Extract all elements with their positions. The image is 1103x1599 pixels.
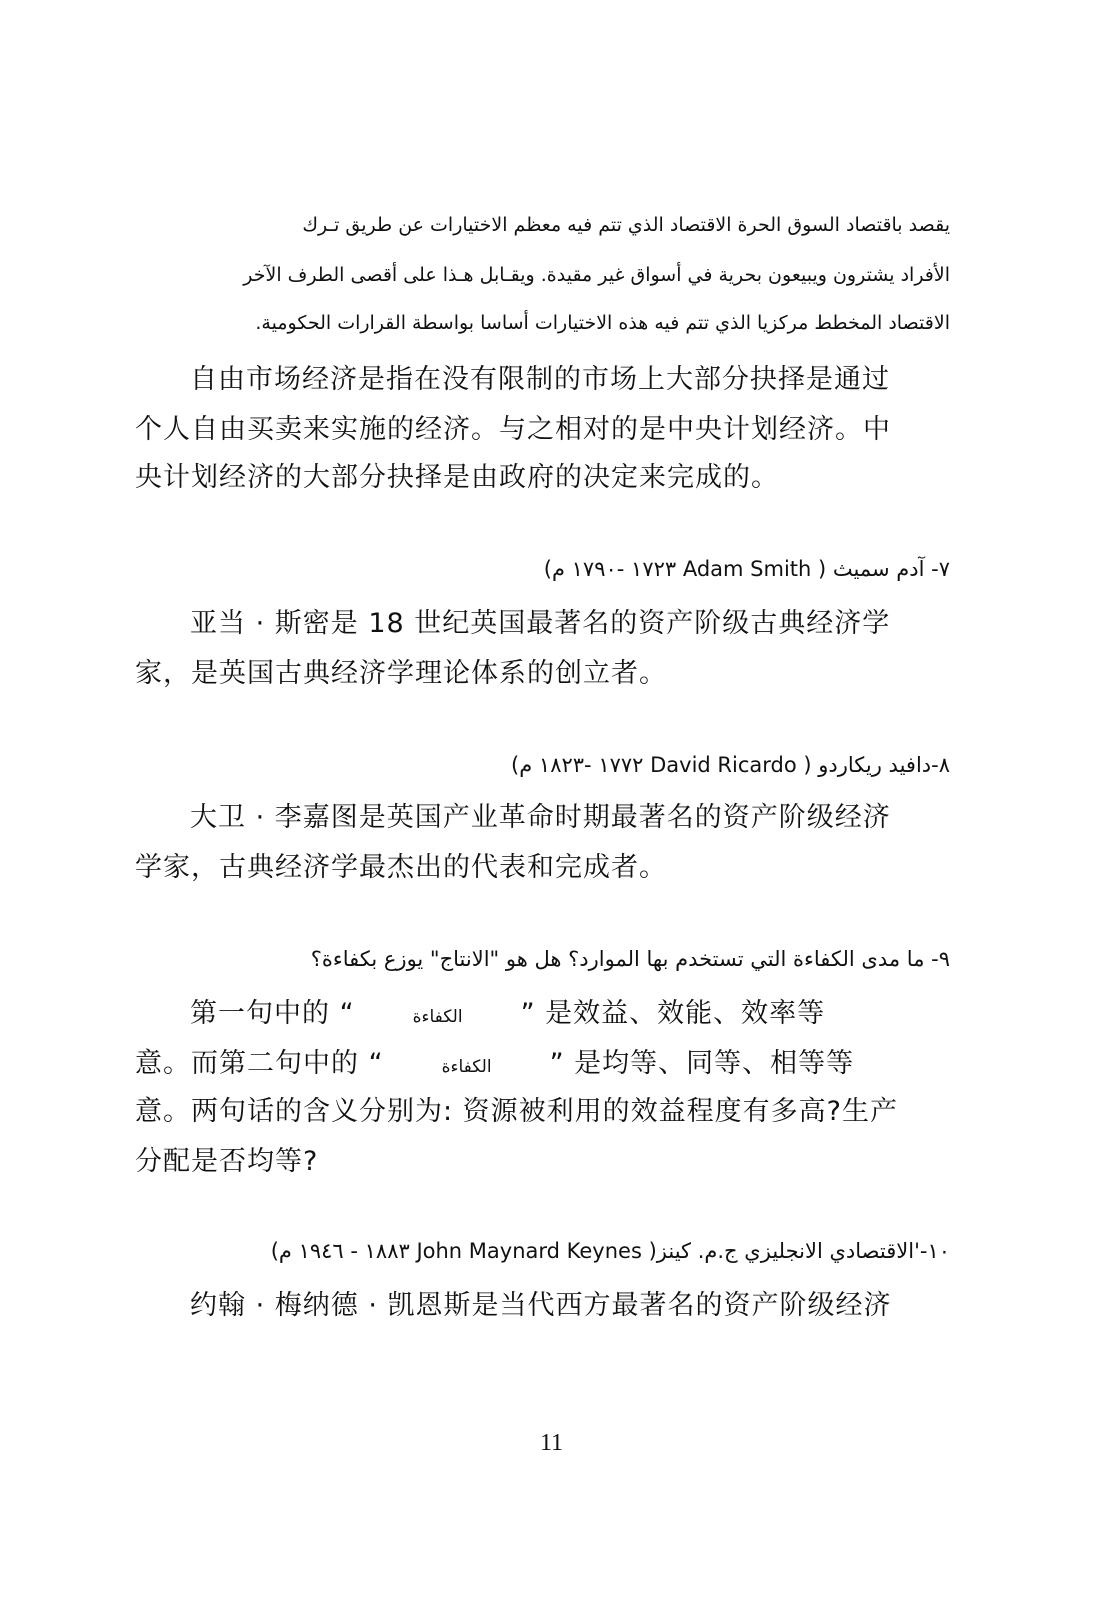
item-9-heading: ٩- ما مدى الكفاءة التي تستخدم بها الموارد؟ هل هو "الانتاج" يوزع بكفاءة؟: [310, 947, 950, 971]
chinese-line: 意。两句话的含义分别为: 资源被利用的效益程度有多高?生产: [135, 1096, 899, 1127]
item-7-heading: ٧- آدم سميث ( Adam Smith ١٧٢٣ -١٧٩٠ م): [543, 557, 950, 581]
chinese-line: 个人自由买卖来实施的经济。与之相对的是中央计划经济。中: [135, 414, 891, 445]
chinese-line: [190, 996, 950, 1035]
arabic-inline-term: الكفاءة: [441, 1057, 492, 1077]
text-segment: ” 是效益、效能、效率等: [520, 998, 826, 1029]
arabic-line: الاقتصاد المخطط مركزيا الذي تتم فيه هذه الاختيارات أساسا بواسطة القرارات الحكومية.: [255, 312, 950, 334]
item-8-heading: ٨-دافيد ريكاردو ( David Ricardo ١٧٧٢ -١٨٢٣ م): [511, 753, 950, 777]
chinese-line: 大卫 · 李嘉图是英国产业革命时期最著名的资产阶级经济: [190, 802, 891, 833]
text-segment: 第一句中的 “: [190, 998, 355, 1029]
chinese-line: 亚当 · 斯密是 18 世纪英国最著名的资产阶级古典经济学: [190, 608, 891, 639]
chinese-line: 家，是英国古典经济学理论体系的创立者。: [135, 658, 667, 689]
text-segment: ” 是均等、同等、相等等: [549, 1048, 855, 1079]
page-number: 11: [539, 1430, 564, 1456]
chinese-line: 央计划经济的大部分抉择是由政府的决定来完成的。: [135, 462, 779, 493]
chinese-line: 自由市场经济是指在没有限制的市场上大部分抉择是通过: [190, 364, 890, 395]
arabic-line: يقصد باقتصاد السوق الحرة الاقتصاد الذي تتم فيه معظم الاختيارات عن طريق تـرك: [302, 214, 950, 236]
text-segment: 意。而第二句中的 “: [135, 1048, 384, 1079]
chinese-line: 学家，古典经济学最杰出的代表和完成者。: [135, 852, 667, 883]
arabic-inline-term: الكفاءة: [412, 1007, 463, 1027]
chinese-line: 约翰 · 梅纳德 · 凯恩斯是当代西方最著名的资产阶级经济: [190, 1290, 892, 1321]
arabic-line: الأفراد يشترون ويبيعون بحرية في أسواق غير مقيدة. ويقـابل هـذا على أقصى الطرف الآخر: [243, 264, 950, 286]
item-10-heading: ١٠-'الاقتصادي الانجليزي ج.م. كينز( John Maynard Keynes ١٨٨٣ - ١٩٤٦ م): [270, 1239, 950, 1263]
chinese-line: 分配是否均等?: [135, 1146, 319, 1177]
chinese-line: [135, 1046, 950, 1085]
